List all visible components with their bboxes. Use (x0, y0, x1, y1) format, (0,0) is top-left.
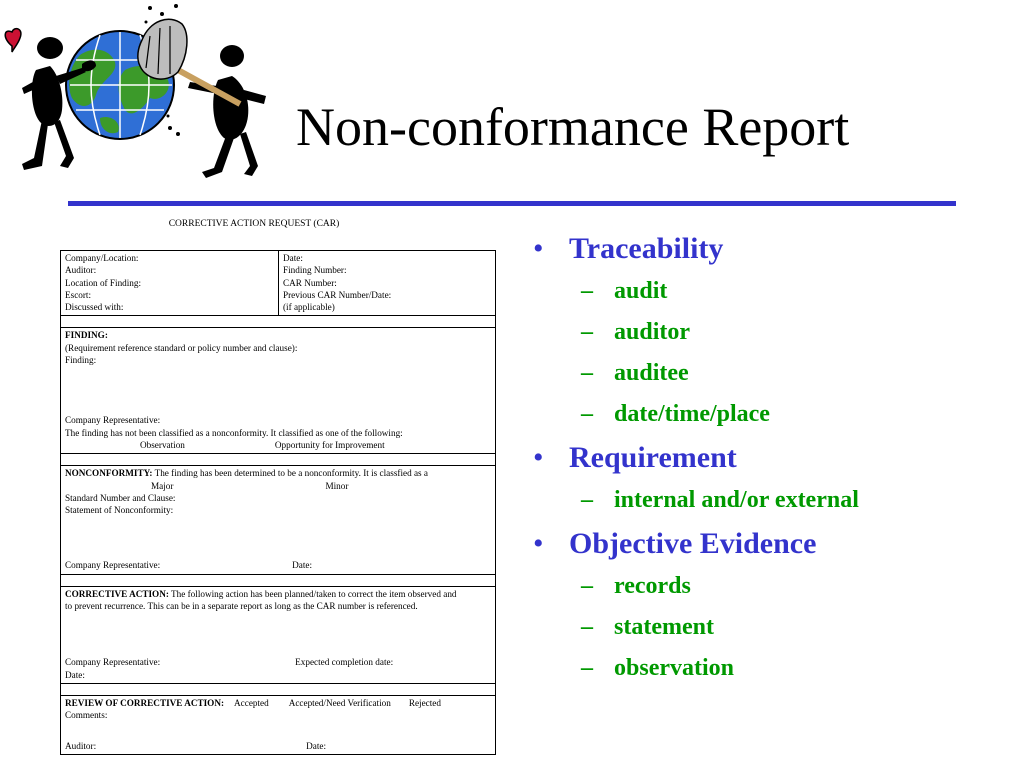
corrective-expected-completion: Expected completion date: (295, 657, 394, 668)
nonconformity-statement: Statement of Nonconformity: (65, 505, 174, 516)
globe-cleaning-clipart (0, 0, 290, 185)
form-gap (60, 316, 496, 327)
finding-section (60, 327, 496, 454)
review-section (60, 695, 496, 755)
review-option-need-verification: Accepted/Need Verification (288, 697, 391, 708)
nonconformity-company-rep: Company Representative: (65, 560, 161, 571)
header-left (61, 251, 279, 315)
nonconformity-option-minor: Minor (325, 480, 349, 491)
finding-option-observation: Observation (140, 439, 185, 450)
finding-heading: FINDING: (65, 330, 108, 341)
corrective-text-continued: to prevent recurrence. This can be in a separate report as long as the CAR number is referenced. (65, 601, 418, 612)
corrective-text: The following action has been planned/taken to correct the item observed and (171, 588, 457, 599)
form-gap (60, 684, 496, 695)
field-previous-car: Previous CAR Number/Date: (283, 289, 392, 300)
sub-bullet-statement: – statement (533, 611, 1013, 652)
bullet-traceability: • Traceability (533, 230, 1013, 275)
nonconformity-heading: NONCONFORMITY: (65, 468, 153, 479)
corrective-date: Date: (65, 669, 85, 680)
corrective-action-section (60, 586, 496, 684)
field-finding-number: Finding Number: (283, 265, 347, 276)
field-location-of-finding: Location of Finding: (65, 277, 142, 288)
finding-classification: The finding has not been classified as a nonconformity. It classified as one of the following: (65, 427, 403, 438)
finding-option-opportunity: Opportunity for Improvement (274, 439, 385, 450)
sub-bullet-records: – records (533, 570, 1013, 611)
form-gap (60, 454, 496, 465)
review-heading: REVIEW OF CORRECTIVE ACTION: (65, 697, 225, 708)
car-form (60, 218, 496, 755)
header-right (279, 251, 395, 315)
review-auditor: Auditor: (65, 740, 97, 751)
field-auditor: Auditor: (65, 265, 97, 276)
slide-title: Non-conformance Report (296, 97, 850, 157)
review-option-rejected: Rejected (408, 697, 441, 708)
bullet-requirement: • Requirement (533, 439, 1013, 484)
corrective-company-rep: Company Representative: (65, 657, 161, 668)
nonconformity-date: Date: (292, 560, 313, 571)
form-title: CORRECTIVE ACTION REQUEST (CAR) (168, 219, 340, 229)
field-escort: Escort: (65, 289, 92, 300)
finding-label: Finding: (65, 355, 97, 366)
field-if-applicable: (if applicable) (283, 302, 335, 313)
sub-bullet-audit: – audit (533, 275, 1013, 316)
field-car-number: CAR Number: (283, 277, 337, 288)
sub-bullet-internal-external: – internal and/or external (533, 484, 1013, 525)
field-company-location: Company/Location: (65, 253, 139, 263)
review-option-accepted: Accepted (234, 697, 269, 708)
bullet-objective-evidence: • Objective Evidence (533, 525, 1013, 570)
form-header (60, 250, 496, 316)
review-comments: Comments: (65, 710, 108, 721)
field-discussed-with: Discussed with: (65, 302, 124, 313)
nonconformity-standard: Standard Number and Clause: (65, 492, 176, 503)
bullet-list (533, 230, 1013, 693)
form-gap (60, 575, 496, 586)
field-date: Date: (283, 253, 303, 263)
review-date: Date: (306, 740, 327, 751)
sub-bullet-auditee: – auditee (533, 357, 1013, 398)
sub-bullet-observation: – observation (533, 652, 1013, 693)
finding-company-rep: Company Representative: (65, 415, 161, 426)
sub-bullet-auditor: – auditor (533, 316, 1013, 357)
nonconformity-option-major: Major (151, 480, 174, 491)
title-underline (68, 201, 956, 206)
sub-bullet-date-time-place: – date/time/place (533, 398, 1013, 439)
nonconformity-text: The finding has been determined to be a nonconformity. It is classfied as a (154, 468, 429, 479)
corrective-heading: CORRECTIVE ACTION: (65, 588, 169, 599)
finding-requirement-ref: (Requirement reference standard or policy number and clause): (65, 342, 298, 353)
nonconformity-section (60, 465, 496, 574)
